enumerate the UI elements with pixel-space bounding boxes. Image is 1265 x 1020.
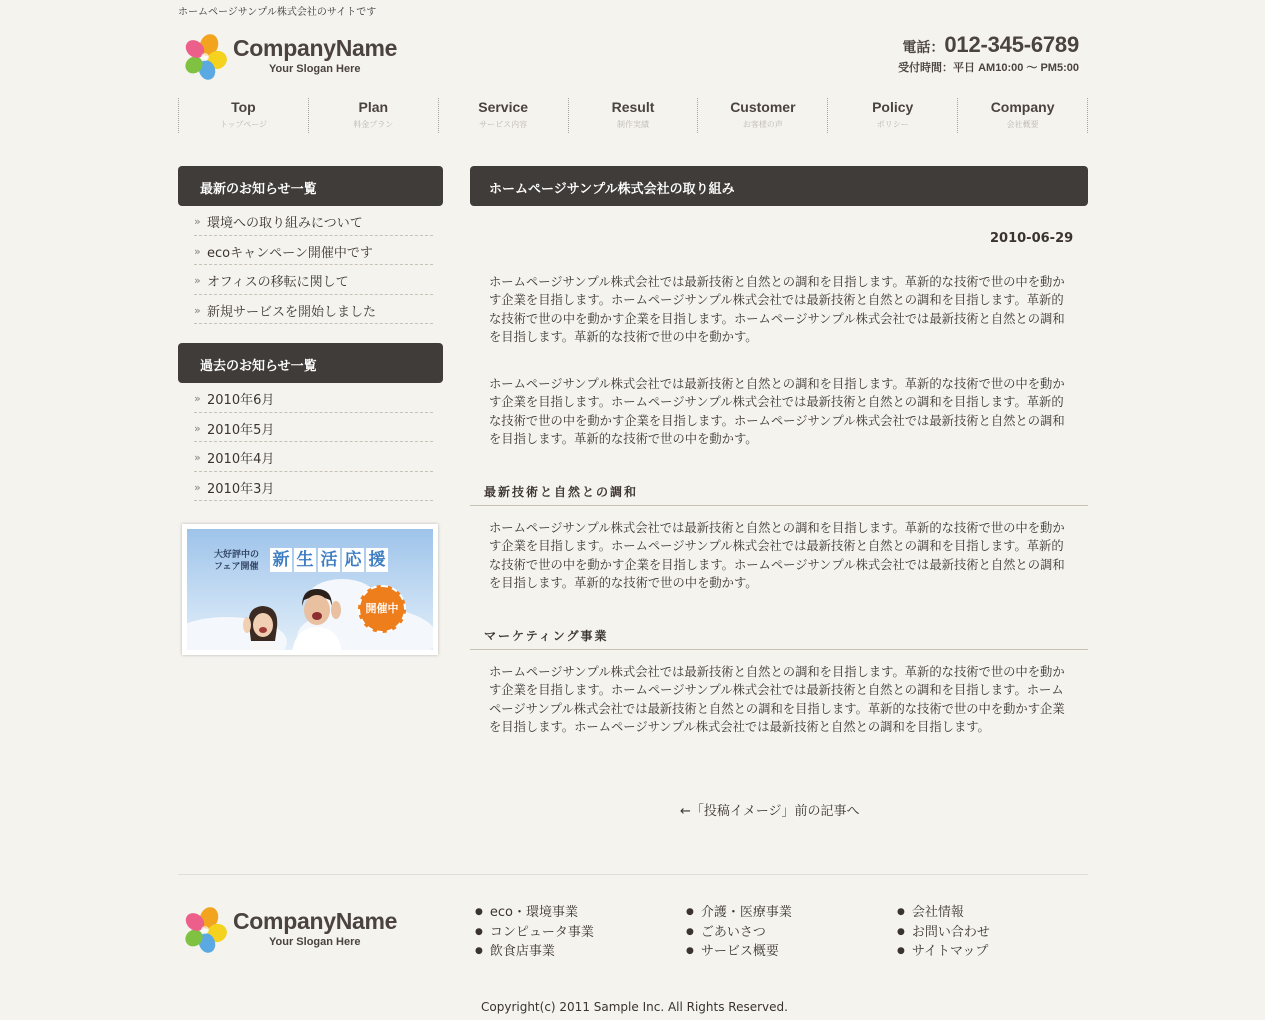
footer-link-label: サービス概要 bbox=[700, 944, 779, 959]
footer-link[interactable] bbox=[475, 942, 594, 962]
banner-title bbox=[270, 548, 388, 572]
double-chevron-right-icon: » bbox=[194, 392, 201, 405]
article-paragraph: ホームページサンプル株式会社では最新技術と自然との調和を目指します。革新的な技術で世の中を動かす企業を目指します。ホームページサンプル株式会社では最新技術と自然との調和を目指します。ホームページサンプル株式会社では最新技術と自然との調和を目指します。革新的な技術で世の中を動かす企業を目指します。ホームページサンプル株式会社では最新技術と自然との調和を目指します。 bbox=[489, 665, 1065, 734]
tel-label: 電話： bbox=[902, 39, 945, 55]
nav-label: Policy bbox=[872, 99, 914, 115]
page bbox=[178, 0, 1088, 1020]
nav-sublabel: お客様の声 bbox=[742, 120, 783, 129]
banner-small-text bbox=[214, 549, 259, 573]
footer-link[interactable] bbox=[686, 923, 792, 943]
archive-link[interactable]: 2010年4月 bbox=[207, 452, 275, 467]
footer-link[interactable] bbox=[475, 903, 594, 923]
nav-item-plan[interactable] bbox=[309, 98, 439, 133]
nav-sublabel: トップページ bbox=[219, 120, 268, 129]
banner-small-line: 大好評中の bbox=[214, 550, 260, 560]
previous-post-link[interactable]: ←「投稿イメージ」前の記事へ bbox=[680, 804, 860, 819]
bullet-dot-icon: ● bbox=[897, 946, 905, 956]
footer-logo[interactable] bbox=[182, 907, 402, 953]
footer-link-label: お問い合わせ bbox=[911, 924, 990, 940]
banner-char: 援 bbox=[366, 548, 388, 572]
bullet-dot-icon: ● bbox=[475, 946, 483, 956]
nav-sublabel: 会社概要 bbox=[1006, 120, 1039, 129]
nav-item-company[interactable] bbox=[958, 98, 1088, 133]
nav-sublabel: サービス内容 bbox=[479, 120, 528, 129]
bullet-dot-icon: ● bbox=[686, 926, 694, 937]
list-item[interactable] bbox=[194, 265, 433, 295]
header-logo[interactable] bbox=[182, 34, 402, 80]
news-link[interactable]: 環境への取り組みについて bbox=[207, 216, 363, 231]
list-item[interactable] bbox=[194, 236, 433, 266]
banner-char: 活 bbox=[318, 548, 340, 572]
section-heading: 最新技術と自然との調和 bbox=[470, 481, 1088, 506]
footer-link-label: ごあいさつ bbox=[700, 924, 766, 940]
article-title: ホームページサンプル株式会社の取り組み bbox=[470, 166, 1088, 206]
nav-label: Company bbox=[990, 99, 1055, 115]
nav-label: Result bbox=[611, 99, 655, 115]
article-date: 2010-06-29 bbox=[990, 231, 1074, 246]
nav-sublabel: ポリシー bbox=[876, 120, 909, 129]
nav-sublabel: 料金プラン bbox=[353, 120, 394, 129]
banner-char: 新 bbox=[270, 548, 292, 572]
article-paragraph: ホームページサンプル株式会社では最新技術と自然との調和を目指します。革新的な技術で世の中を動かす企業を目指します。ホームページサンプル株式会社では最新技術と自然との調和を目指します。革新的な技術で世の中を動かす企業を目指します。ホームページサンプル株式会社では最新技術と自然との調和を目指します。革新的な技術で世の中を動かす。 bbox=[489, 377, 1065, 446]
footer-links-col1 bbox=[475, 903, 594, 962]
latest-news-list bbox=[194, 206, 433, 324]
list-item[interactable] bbox=[194, 206, 433, 236]
footer-link[interactable] bbox=[686, 942, 792, 962]
footer-link-label: サイトマップ bbox=[911, 944, 989, 959]
bullet-dot-icon: ● bbox=[686, 907, 694, 917]
campaign-banner[interactable] bbox=[182, 524, 438, 655]
list-item[interactable] bbox=[194, 383, 433, 413]
banner-small-line: フェア開催 bbox=[214, 562, 259, 572]
nav-sublabel: 制作実績 bbox=[617, 120, 649, 129]
latest-news-heading: 最新のお知らせ一覧 bbox=[178, 166, 443, 206]
bullet-dot-icon: ● bbox=[686, 946, 694, 956]
bullet-dot-icon: ● bbox=[475, 907, 483, 917]
double-chevron-right-icon: » bbox=[194, 215, 201, 228]
list-item[interactable] bbox=[194, 413, 433, 443]
company-name: CompanyName bbox=[233, 908, 398, 934]
bullet-dot-icon: ● bbox=[897, 926, 905, 937]
footer-link[interactable] bbox=[897, 903, 990, 923]
list-item[interactable] bbox=[194, 295, 433, 325]
footer-links-col2 bbox=[686, 903, 792, 962]
global-nav bbox=[178, 98, 1088, 133]
nav-item-policy[interactable] bbox=[828, 98, 958, 133]
footer-link[interactable] bbox=[897, 942, 990, 962]
footer-links-col3 bbox=[897, 903, 990, 962]
archive-link[interactable]: 2010年6月 bbox=[207, 393, 275, 408]
news-link[interactable]: オフィスの移転に関して bbox=[207, 275, 349, 290]
news-link[interactable]: 新規サービスを開始しました bbox=[207, 304, 377, 320]
footer-link-label: 会社情報 bbox=[911, 905, 964, 920]
article-paragraph: ホームページサンプル株式会社では最新技術と自然との調和を目指します。革新的な技術で世の中を動かす企業を目指します。ホームページサンプル株式会社では最新技術と自然との調和を目指します。革新的な技術で世の中を動かす企業を目指します。ホームページサンプル株式会社では最新技術と自然との調和を目指します。革新的な技術で世の中を動かす。 bbox=[489, 275, 1065, 344]
news-link[interactable]: ecoキャンペーン開催中です bbox=[207, 245, 373, 261]
footer-link[interactable] bbox=[475, 923, 594, 943]
archive-link[interactable]: 2010年3月 bbox=[207, 481, 275, 497]
nav-label: Plan bbox=[358, 99, 389, 115]
footer-link-label: 介護・医療事業 bbox=[700, 905, 792, 920]
footer-link-label: コンピュータ事業 bbox=[489, 924, 594, 940]
banner-image bbox=[187, 529, 433, 650]
archive-link[interactable]: 2010年5月 bbox=[207, 422, 275, 438]
past-news-list bbox=[194, 383, 433, 501]
footer-link-label: eco・環境事業 bbox=[489, 905, 578, 920]
banner-char: 応 bbox=[342, 548, 364, 572]
company-slogan: Your Slogan Here bbox=[269, 936, 361, 948]
footer-divider bbox=[178, 874, 1088, 875]
double-chevron-right-icon: » bbox=[194, 480, 201, 494]
bullet-dot-icon: ● bbox=[475, 926, 483, 937]
double-chevron-right-icon: » bbox=[194, 274, 201, 287]
nav-item-top[interactable] bbox=[179, 98, 309, 133]
tel-number: 012-345-6789 bbox=[944, 32, 1079, 57]
footer-link[interactable] bbox=[686, 903, 792, 923]
header-contact bbox=[898, 32, 1079, 75]
tel-line bbox=[898, 32, 1079, 58]
bullet-dot-icon: ● bbox=[897, 907, 905, 917]
now-open-badge: 開催中 bbox=[358, 585, 406, 633]
list-item[interactable] bbox=[194, 442, 433, 472]
double-chevron-right-icon: » bbox=[194, 421, 201, 435]
footer-link[interactable] bbox=[897, 923, 990, 943]
list-item[interactable] bbox=[194, 472, 433, 502]
woman-illustration bbox=[239, 601, 287, 650]
nav-item-result[interactable] bbox=[569, 98, 699, 133]
site-tagline: ホームページサンプル株式会社のサイトです bbox=[178, 7, 377, 18]
business-hours: 受付時間：平日 AM10:00 〜 PM5:00 bbox=[898, 62, 1079, 74]
company-name: CompanyName bbox=[233, 35, 398, 61]
nav-label: Customer bbox=[730, 99, 796, 115]
double-chevron-right-icon: » bbox=[194, 451, 201, 464]
past-news-heading: 過去のお知らせ一覧 bbox=[178, 343, 443, 383]
section-heading: マーケティング事業 bbox=[470, 625, 1088, 650]
banner-char: 生 bbox=[294, 548, 316, 572]
double-chevron-right-icon: » bbox=[194, 244, 201, 258]
flower-logo-icon bbox=[182, 907, 228, 953]
flower-logo-icon bbox=[182, 34, 228, 80]
double-chevron-right-icon: » bbox=[194, 303, 201, 317]
nav-item-service[interactable] bbox=[439, 98, 569, 133]
copyright: Copyright(c) 2011 Sample Inc. All Rights Reserved. bbox=[481, 1000, 788, 1014]
nav-item-customer[interactable] bbox=[698, 98, 828, 133]
article-paragraph: ホームページサンプル株式会社では最新技術と自然との調和を目指します。革新的な技術で世の中を動かす企業を目指します。ホームページサンプル株式会社では最新技術と自然との調和を目指します。革新的な技術で世の中を動かす企業を目指します。ホームページサンプル株式会社では最新技術と自然との調和を目指します。革新的な技術で世の中を動かす。 bbox=[489, 521, 1065, 590]
nav-label: Service bbox=[478, 99, 529, 115]
nav-label: Top bbox=[231, 99, 256, 115]
man-illustration bbox=[288, 584, 346, 650]
footer-link-label: 飲食店事業 bbox=[489, 944, 555, 959]
company-slogan: Your Slogan Here bbox=[269, 63, 361, 75]
